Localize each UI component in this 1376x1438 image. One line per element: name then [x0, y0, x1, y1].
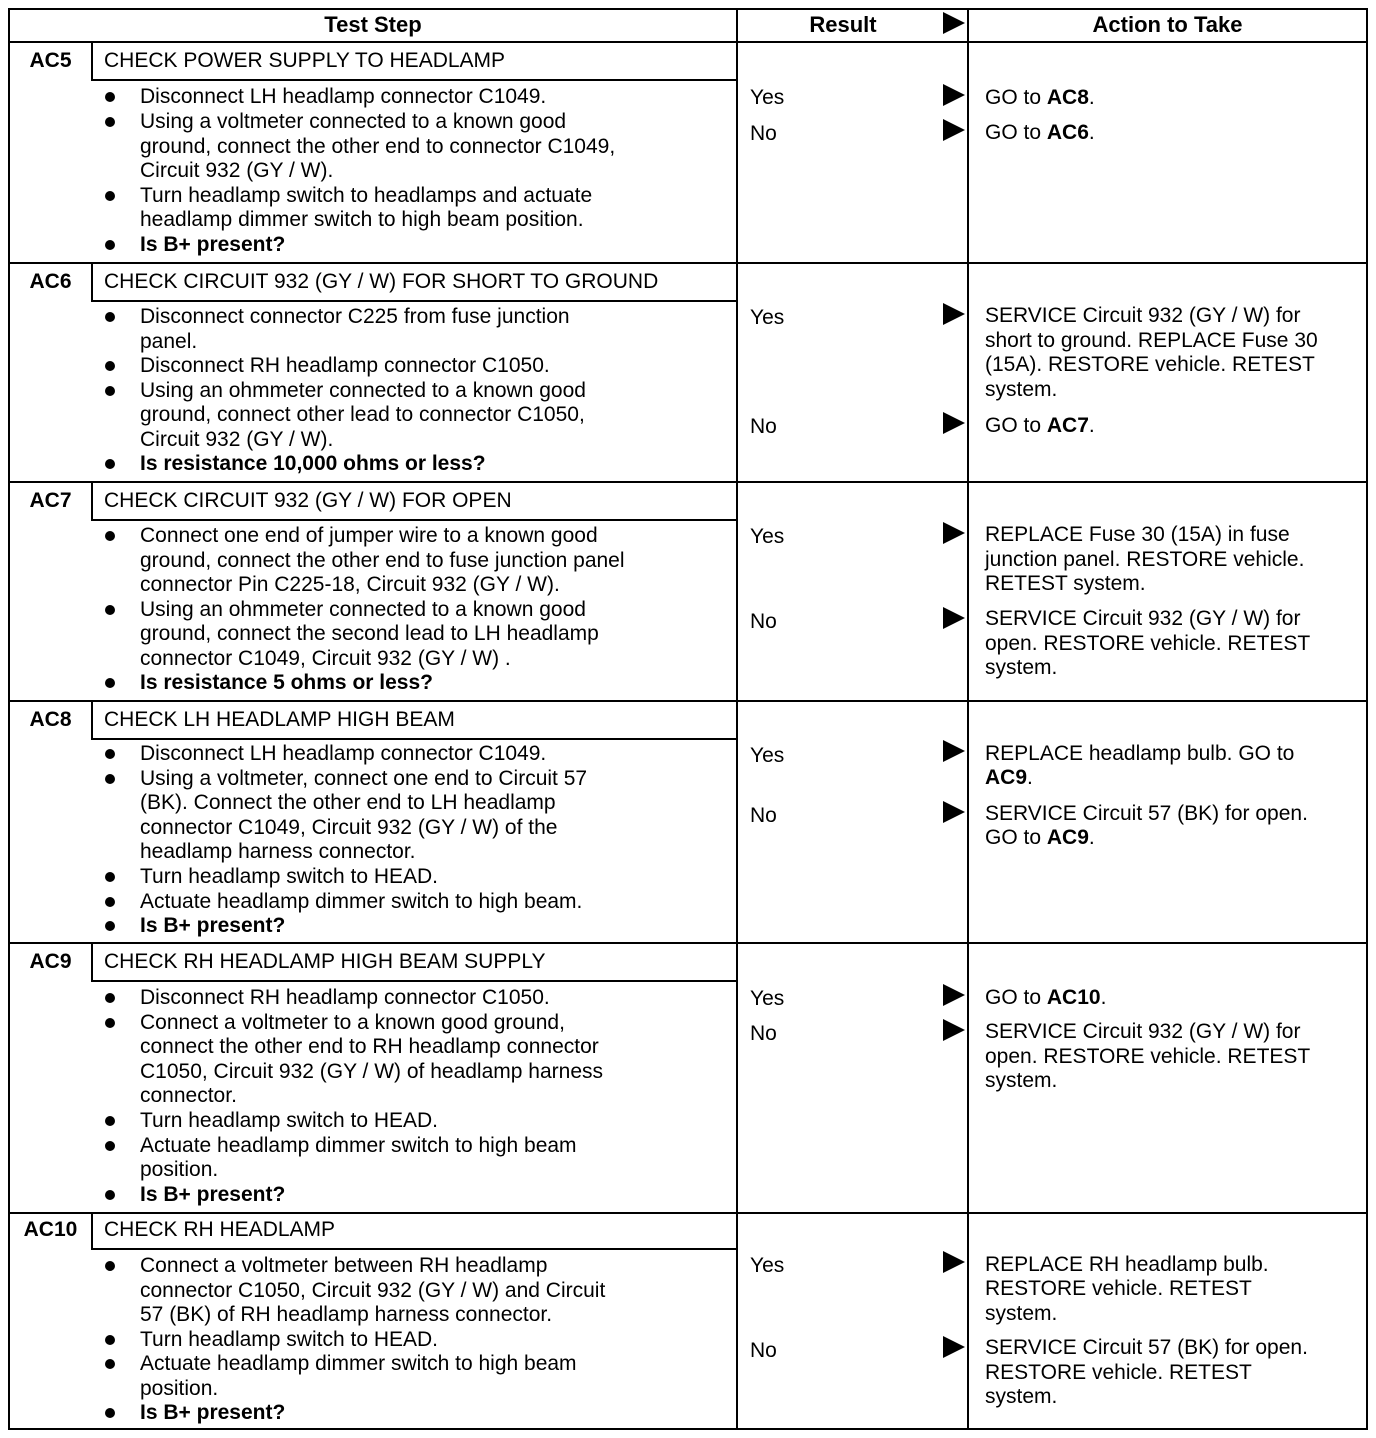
bullet-line: Connect one end of jumper wire to a known good	[140, 524, 598, 547]
bullet-icon	[105, 531, 115, 541]
result-column-divider	[736, 8, 738, 1430]
action-line: open. RESTORE vehicle. RETEST	[985, 632, 1311, 655]
bullet-line: panel.	[140, 330, 198, 353]
arrow-icon	[943, 303, 965, 325]
action-line: REPLACE headlamp bulb. GO to	[985, 742, 1295, 765]
action-line: SERVICE Circuit 57 (BK) for open.	[985, 1336, 1308, 1359]
bullet-line: connect the other end to RH headlamp connector	[140, 1035, 599, 1058]
bullet-line: Turn headlamp switch to HEAD.	[140, 1109, 439, 1132]
bullet-icon	[105, 993, 115, 1003]
action-line: system.	[985, 656, 1058, 679]
bullet-question: Is B+ present?	[140, 233, 286, 256]
bullet-icon	[105, 921, 115, 931]
bullet-line: connector C1050, Circuit 932 (GY / W) and Circuit	[140, 1279, 606, 1302]
bullet-icon	[105, 361, 115, 371]
arrow-icon	[943, 84, 965, 106]
section-divider	[8, 1212, 1368, 1214]
arrow-icon	[943, 119, 965, 141]
result-no: No	[750, 1022, 777, 1045]
result-yes: Yes	[750, 525, 785, 548]
bullet-icon	[105, 1359, 115, 1369]
action-line: SERVICE Circuit 57 (BK) for open.	[985, 802, 1308, 825]
bullet-line: Disconnect connector C225 from fuse junction	[140, 305, 570, 328]
action-line: RESTORE vehicle. RETEST	[985, 1277, 1252, 1300]
section-divider	[8, 481, 1368, 483]
bullet-line: Using an ohmmeter connected to a known good	[140, 598, 586, 621]
header-result: Result	[809, 12, 877, 37]
result-no: No	[750, 122, 777, 145]
bullet-question: Is B+ present?	[140, 1401, 286, 1424]
step-id: AC9	[29, 950, 72, 973]
step-id: AC6	[29, 270, 72, 293]
arrow-icon	[943, 412, 965, 434]
action-line: REPLACE Fuse 30 (15A) in fuse	[985, 523, 1290, 546]
bullet-line: Using an ohmmeter connected to a known good	[140, 379, 586, 402]
bullet-icon	[105, 191, 115, 201]
bullet-line: connector.	[140, 1084, 237, 1107]
bullet-icon	[105, 1408, 115, 1418]
bullet-line: Turn headlamp switch to HEAD.	[140, 865, 439, 888]
bullet-question: Is B+ present?	[140, 914, 286, 937]
action-line: (15A). RESTORE vehicle. RETEST	[985, 353, 1315, 376]
bullet-line: ground, connect the other end to connector C1049,	[140, 135, 616, 158]
step-id: AC10	[23, 1218, 78, 1241]
table-bottom-border	[8, 1428, 1368, 1430]
action-line: short to ground. REPLACE Fuse 30	[985, 329, 1318, 352]
header-arrow-icon	[943, 12, 965, 34]
section-divider	[8, 942, 1368, 944]
bullet-line: Disconnect LH headlamp connector C1049.	[140, 742, 547, 765]
result-yes: Yes	[750, 306, 785, 329]
bullet-icon	[105, 749, 115, 759]
section-divider	[8, 700, 1368, 702]
bullet-line: connector C1049, Circuit 932 (GY / W) .	[140, 647, 511, 670]
bullet-icon	[105, 1141, 115, 1151]
arrow-icon	[943, 1336, 965, 1358]
action-line: open. RESTORE vehicle. RETEST	[985, 1045, 1311, 1068]
bullet-icon	[105, 240, 115, 250]
bullet-line: Actuate headlamp dimmer switch to high beam.	[140, 890, 583, 913]
bullet-line: Actuate headlamp dimmer switch to high beam	[140, 1134, 577, 1157]
bullet-icon	[105, 1116, 115, 1126]
arrow-icon	[943, 1019, 965, 1041]
bullet-icon	[105, 1018, 115, 1028]
bullet-line: Disconnect LH headlamp connector C1049.	[140, 85, 547, 108]
arrow-icon	[943, 740, 965, 762]
bullet-line: headlamp harness connector.	[140, 840, 416, 863]
bullet-question: Is resistance 10,000 ohms or less?	[140, 452, 486, 475]
arrow-icon	[943, 984, 965, 1006]
action-line: SERVICE Circuit 932 (GY / W) for	[985, 304, 1301, 327]
bullet-question: Is B+ present?	[140, 1183, 286, 1206]
header-action: Action to Take	[1092, 12, 1243, 37]
result-no: No	[750, 1339, 777, 1362]
step-title: CHECK RH HEADLAMP HIGH BEAM SUPPLY	[104, 950, 546, 973]
bullet-line: Turn headlamp switch to headlamps and actuate	[140, 184, 593, 207]
bullet-icon	[105, 92, 115, 102]
bullet-icon	[105, 897, 115, 907]
action-line: junction panel. RESTORE vehicle.	[985, 548, 1305, 571]
bullet-line: ground, connect the other end to fuse junction panel	[140, 549, 625, 572]
action-text: GO to AC10.	[985, 986, 1107, 1009]
bullet-line: 57 (BK) of RH headlamp harness connector.	[140, 1303, 553, 1326]
bullet-line: ground, connect other lead to connector C1050,	[140, 403, 585, 426]
header-test-step: Test Step	[324, 12, 422, 37]
bullet-line: Disconnect RH headlamp connector C1050.	[140, 354, 550, 377]
bullet-icon	[105, 1261, 115, 1271]
bullet-icon	[105, 117, 115, 127]
result-no: No	[750, 415, 777, 438]
bullet-line: Using a voltmeter connected to a known good	[140, 110, 567, 133]
arrow-icon	[943, 607, 965, 629]
bullet-line: Circuit 932 (GY / W).	[140, 428, 334, 451]
bullet-icon	[105, 1335, 115, 1345]
bullet-line: Using a voltmeter, connect one end to Circuit 57	[140, 767, 588, 790]
step-title: CHECK CIRCUIT 932 (GY / W) FOR SHORT TO GROUND	[104, 270, 659, 293]
bullet-line: Disconnect RH headlamp connector C1050.	[140, 986, 550, 1009]
table-right-border	[1366, 8, 1368, 1430]
result-yes: Yes	[750, 987, 785, 1010]
action-text: AC9.	[985, 766, 1033, 789]
step-title: CHECK POWER SUPPLY TO HEADLAMP	[104, 49, 506, 72]
result-yes: Yes	[750, 1254, 785, 1277]
result-yes: Yes	[750, 744, 785, 767]
bullet-line: connector C1049, Circuit 932 (GY / W) of the	[140, 816, 558, 839]
action-line: system.	[985, 1385, 1058, 1408]
bullet-line: Circuit 932 (GY / W).	[140, 159, 334, 182]
bullet-icon	[105, 459, 115, 469]
action-line: RETEST system.	[985, 572, 1146, 595]
action-text: GO to AC9.	[985, 826, 1095, 849]
arrow-icon	[943, 522, 965, 544]
bullet-line: position.	[140, 1377, 219, 1400]
bullet-icon	[105, 1190, 115, 1200]
bullet-line: headlamp dimmer switch to high beam position.	[140, 208, 584, 231]
action-line: SERVICE Circuit 932 (GY / W) for	[985, 607, 1301, 630]
bullet-icon	[105, 774, 115, 784]
bullet-line: position.	[140, 1158, 219, 1181]
step-id: AC7	[29, 489, 72, 512]
arrow-icon	[943, 1251, 965, 1273]
action-line: SERVICE Circuit 932 (GY / W) for	[985, 1020, 1301, 1043]
bullet-icon	[105, 312, 115, 322]
bullet-line: Actuate headlamp dimmer switch to high beam	[140, 1352, 577, 1375]
step-title: CHECK LH HEADLAMP HIGH BEAM	[104, 708, 455, 731]
action-line: system.	[985, 378, 1058, 401]
action-text: GO to AC7.	[985, 414, 1095, 437]
header-bottom-border	[8, 41, 1368, 43]
bullet-line: (BK). Connect the other end to LH headlamp	[140, 791, 556, 814]
bullet-icon	[105, 872, 115, 882]
step-title: CHECK RH HEADLAMP	[104, 1218, 336, 1241]
bullet-line: connector Pin C225-18, Circuit 932 (GY / W).	[140, 573, 560, 596]
result-no: No	[750, 610, 777, 633]
action-column-divider	[967, 8, 969, 1430]
bullet-line: ground, connect the second lead to LH headlamp	[140, 622, 599, 645]
action-line: REPLACE RH headlamp bulb.	[985, 1253, 1269, 1276]
step-title: CHECK CIRCUIT 932 (GY / W) FOR OPEN	[104, 489, 512, 512]
bullet-icon	[105, 678, 115, 688]
action-text: GO to AC6.	[985, 121, 1095, 144]
action-line: system.	[985, 1302, 1058, 1325]
section-divider	[8, 262, 1368, 264]
result-no: No	[750, 804, 777, 827]
bullet-line: Connect a voltmeter to a known good ground,	[140, 1011, 565, 1034]
bullet-icon	[105, 386, 115, 396]
action-line: system.	[985, 1069, 1058, 1092]
bullet-line: Turn headlamp switch to HEAD.	[140, 1328, 439, 1351]
result-yes: Yes	[750, 86, 785, 109]
bullet-line: Connect a voltmeter between RH headlamp	[140, 1254, 548, 1277]
step-id: AC5	[29, 49, 72, 72]
bullet-question: Is resistance 5 ohms or less?	[140, 671, 433, 694]
step-id: AC8	[29, 708, 72, 731]
bullet-icon	[105, 605, 115, 615]
table-top-border	[8, 8, 1368, 10]
bullet-line: C1050, Circuit 932 (GY / W) of headlamp harness	[140, 1060, 603, 1083]
arrow-icon	[943, 801, 965, 823]
action-text: GO to AC8.	[985, 86, 1095, 109]
action-line: RESTORE vehicle. RETEST	[985, 1361, 1252, 1384]
